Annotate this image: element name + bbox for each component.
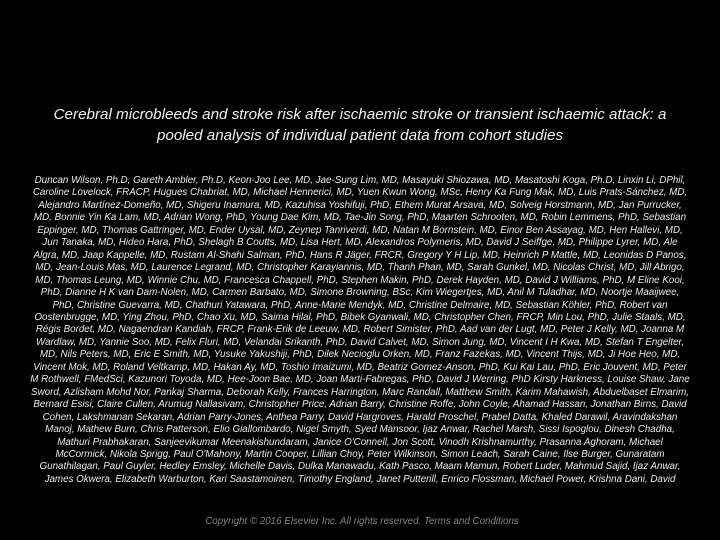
slide-title: Cerebral microbleeds and stroke risk after ischaemic stroke or transient ischaemic attack: a pooled analysis of individual patient data from cohort studies — [53, 106, 667, 144]
copyright-footer: Copyright © 2016 Elsevier Inc. All rights reserved. Terms and Conditions — [205, 516, 519, 527]
author-list: Duncan Wilson, Ph.D, Gareth Ambler, Ph.D, Keon-Joo Lee, MD, Jae-Sung Lim, MD, Masayuki Shiozawa, MD, Masatoshi Koga, Ph.D, Linxin Li, DPhil, Caroline Lovelock, FRACP, Hugues Chabriat, MD, Michael Hennerici, MD, Yuen Kwun Wong, MSc, Henry Ka Fung Mak, MD, Luis Prats-Sánchez, MD, Alejandro Martínez-Domeño, MD, Shigeru Inamura, MD, Kazuhisa Yoshifuji, PhD, Ethem Murat Arsava, MD, Solveig Horstmann, MD, Jan Purrucker, MD, Bonnie Yin Ka Lam, MD, Adrian Wong, PhD, Young Dae Kim, MD, Tae-Jin Song, PhD, Maarten Schrooten, MD, Robin Lemmens, PhD, Sebastian Eppinger, MD, Thomas Gattringer, MD, Ender Uysal, MD, Zeynep Tanriverdi, MD, Natan M Bornstein, MD, Einor Ben Assayag, MD, Hen Hallevi, MD, Jun Tanaka, MD, Hideo Hara, PhD, Shelagh B Coutts, MD, Lisa Hert, MD, Alexandros Polymeris, MD, David J Seiffge, MD, Philippe Lyrer, MD, Ale Algra, MD, Jaap Kappelle, MD, Rustam Al-Shahi Salman, PhD, Hans R Jäger, FRCR, Gregory Y H Lip, MD, Heinrich P Mattle, MD, Leonidas D Panos, MD, Jean-Louis Mas, MD, Laurence Legrand, MD, Christopher Karayiannis, MD, Thanh Phan, MD, Sarah Gunkel, MD, Nicolas Christ, MD, Jill Abrigo, MD, Thomas Leung, MD, Winnie Chu, MD, Francesca Chappell, PhD, Stephen Makin, PhD, Derek Hayden, MD, David J Williams, PhD, M Eline Kooi, PhD, Dianne H K van Dam-Nolen, MD, Carmen Barbato, MD, Simone Browning, BSc, Kim Wiegertjes, MD, Anil M Tuladhar, MD, Noortje Maaijwee, PhD, Christine Guevarra, MD, Chathuri Yatawara, PhD, Anne-Marie Mendyk, MD, Christine Delmaire, MD, Sebastian Köhler, PhD, Robert van Oostenbrugge, MD, Ying Zhou, PhD, Chao Xu, MD, Saima Hilal, PhD, Bibek Gyanwali, MD, Christopher Chen, FRCP, Min Lou, PhD, Julie Staals, MD, Régis Bordet, MD, Nagaendran Kandiah, FRCP, Frank-Erik de Leeuw, MD, Robert Simister, PhD, Aad van der Lugt, MD, Peter J Kelly, MD, Joanna M Wardlaw, MD, Yannie Soo, MD, Felix Fluri, MD, Velandai Srikanth, PhD, David Calvet, MD, Simon Jung, MD, Vincent I H Kwa, MD, Stefan T Engelter, MD, Nils Peters, MD, Eric E Smith, MD, Yusuke Yakushiji, PhD, Dilek Necioglu Orken, MD, Franz Fazekas, MD, Vincent Thijs, MD, Ji Hoe Heo, MD, Vincent Mok, MD, Roland Veltkamp, MD, Hakan Ay, MD, Toshio Imaizumi, MD, Beatriz Gomez-Anson, PhD, Kui Kai Lau, PhD, Eric Jouvent, MD, Peter M Rothwell, FMedSci, Kazunori Toyoda, MD, Hee-Joon Bae, MD, Joan Marti-Fabregas, PhD, David J Werring, PhD Kirsty Harkness, Louise Shaw, Jane Sword, Azlisham Mohd Nor, Pankaj Sharma, Deborah Kelly, Frances Harrington, Marc Randall, Matthew Smith, Karim Mahawish, Abduelbaset Elmarim, Bernard Esisi, Claire Cullen, Arumug Nallasivam, Christopher Price, Adrian Barry, Christine Roffe, John Coyle, Ahamad Hassan, Jonathan Birns, David Cohen, Lakshmanan Sekaran, Adrian Parry-Jones, Anthea Parry, David Hargroves, Harald Proschel, Prabel Datta, Khaled Darawil, Aravindakshan Manoj, Mathew Burn, Chris Patterson, Elio Giallombardo, Nigel Smyth, Syed Mansoor, Ijaz Anwar, Rachel Marsh, Sissi Ispoglou, Dinesh Chadha, Mathuri Prabhakaran, Sanjeevikumar Meenakishundaram, Janice O'Connell, Jon Scott, Vinodh Krishnamurthy, Prasanna Aghoram, Michael McCormick, Nikola Sprigg, Paul O'Mahony, Martin Cooper, Lillian Choy, Peter Wilkinson, Simon Leach, Sarah Caine, Ilse Burger, Gunaratam Gunathilagan, Paul Guyler, Hedley Emsley, Michelle Davis, Dulka Manawadu, Kath Pasco, Maam Mamun, Robert Luder, Mahmud Sajid, Ijaz Anwar, James Okwera, Elizabeth Warburton, Kari Saastamoinen, Timothy England, Janet Putterill, Enrico Flossman, Michael Power, Krishna Dani, David — [30, 175, 690, 485]
